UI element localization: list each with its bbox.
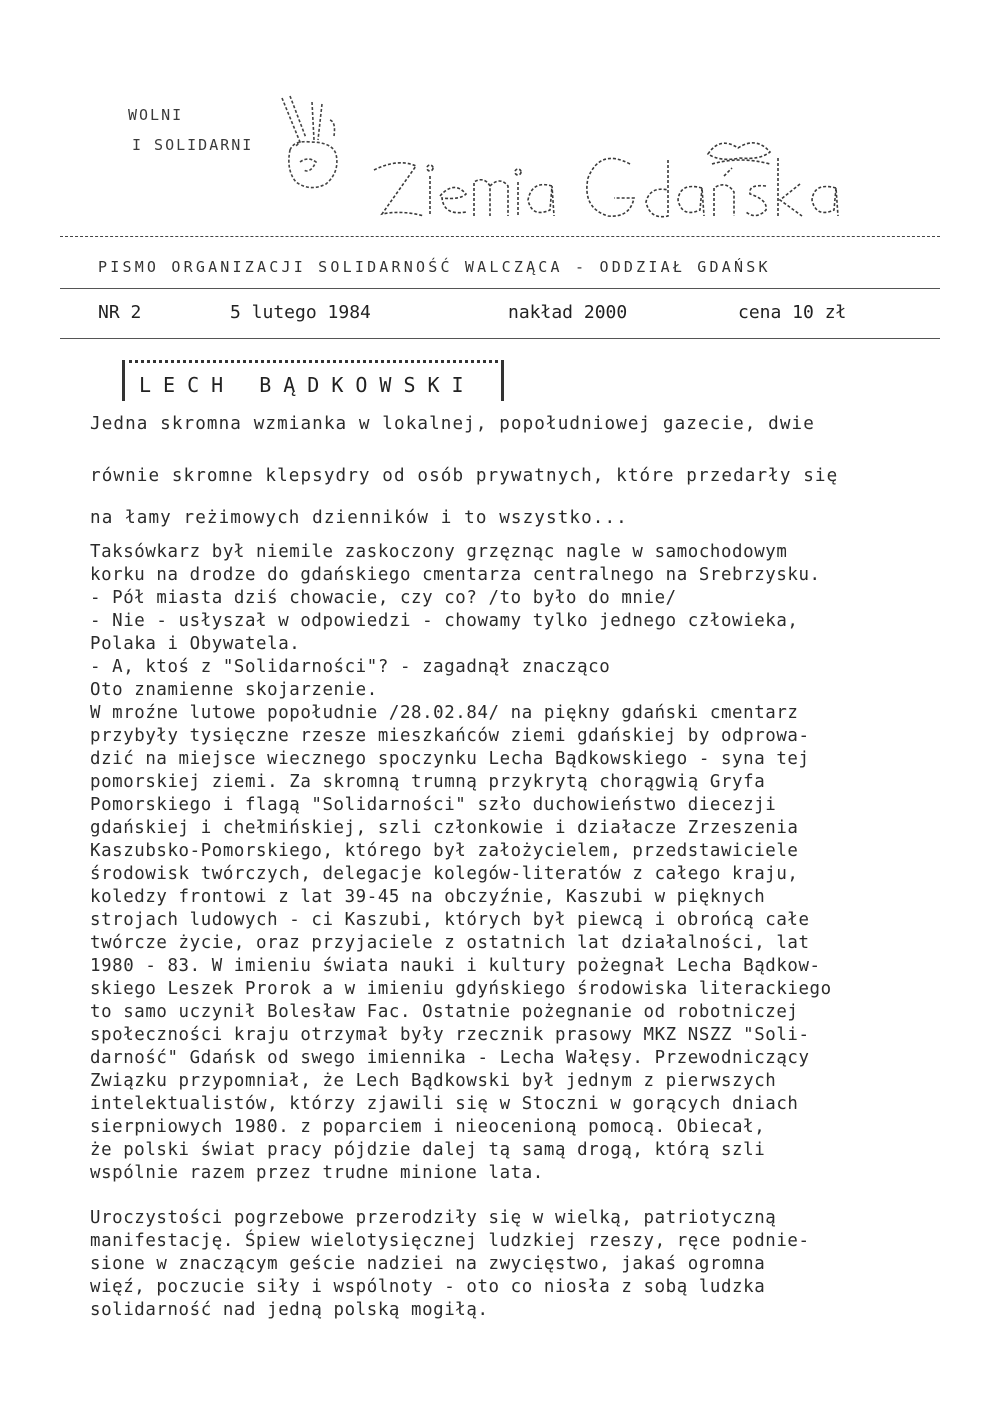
body-line: sierpniowych 1980. z poparciem i nieocenioną pomocą. Obiecał, [90,1117,766,1137]
intro-line: na łamy reżimowych dzienników i to wszystko... [90,508,628,528]
body-line: - Pół miasta dziś chowacie, czy co? /to było do mnie/ [90,588,677,608]
closing-line: solidarność nad jedną polską mogiłą. [90,1300,489,1320]
closing-line: Uroczystości pogrzebowe przerodziły się w wielką, patriotyczną [90,1208,777,1228]
masthead-divider [60,236,940,237]
body-line: że polski świat pracy pójdzie dalej tą samą drogą, którą szli [90,1140,766,1160]
issue-price: cena 10 zł [738,302,847,323]
body-line: wspólnie razem przez trudne minione lata. [90,1163,544,1183]
victory-hand-icon [270,92,370,202]
body-line: Związku przypomniał, że Lech Bądkowski był jednym z pierwszych [90,1071,777,1091]
body-line: koledzy frontowi z lat 39-45 na obczyźnie, Kaszubi w pięknych [90,887,766,907]
slogan-line-1: WOLNI [128,106,184,124]
body-line: gdańskiej i chełmińskiej, szli członkowie i działacze Zrzeszenia [90,818,799,838]
article-heading-box [122,360,504,401]
body-line: Taksówkarz był niemile zaskoczony grzęznąc nagle w samochodowym [90,542,788,562]
subtitle-divider [60,288,940,289]
body-line: Polaka i Obywatela. [90,634,301,654]
slogan [128,100,253,160]
closing-line: więź, poczucie siły i wspólnoty - oto co niosła z sobą ludzka [90,1277,766,1297]
info-divider [60,338,940,339]
masthead-title-lettering [368,130,848,230]
body-line: pomorskiej ziemi. Za skromną trumną przykrytą chorągwią Gryfa [90,772,766,792]
body-line: twórcze życie, oraz przyjaciele z ostatnich lat działalności, lat [90,933,810,953]
body-line: to samo uczynił Bolesław Fac. Ostatnie pożegnanie od robotniczej [90,1002,799,1022]
closing-line: manifestację. Śpiew wielotysięcznej ludzkiej rzeszy, ręce podnie- [90,1231,810,1251]
body-line: intelektualistów, którzy zjawili się w Stoczni w gorących dniach [90,1094,799,1114]
body-line: Pomorskiego i flagą "Solidarności" szło duchowieństwo diecezji [90,795,777,815]
body-line: skiego Leszek Prorok a w imieniu gdyńskiego środowiska literackiego [90,979,832,999]
body-line: - A, ktoś z "Solidarności"? - zagadnął znacząco [90,657,611,677]
intro-line: równie skromne klepsydry od osób prywatnych, które przedarły się [90,466,839,486]
body-line: strojach ludowych - ci Kaszubi, których był piewcą i obrońcą całe [90,910,810,930]
slogan-line-2: I SOLIDARNI [132,136,254,154]
body-line: darność" Gdańsk od swego imiennika - Lecha Wałęsy. Przewodniczący [90,1048,810,1068]
closing-line: sione w znaczącym geście nadziei na zwycięstwo, jakaś ogromna [90,1254,766,1274]
article-heading: LECH BĄDKOWSKI [139,373,476,397]
body-line: środowisk twórczych, delegacje kolegów-literatów z całego kraju, [90,864,799,884]
masthead-subtitle: PISMO ORGANIZACJI SOLIDARNOŚĆ WALCZĄCA - ODDZIAŁ GDAŃSK [98,258,771,276]
body-line: 1980 - 83. W imieniu świata nauki i kultury pożegnał Lecha Bądkow- [90,956,821,976]
body-line: korku na drodze do gdańskiego cmentarza centralnego na Srebrzysku. [90,565,821,585]
body-line: Oto znamienne skojarzenie. [90,680,378,700]
issue-number: NR 2 [98,302,142,323]
issue-circulation: nakład 2000 [508,302,628,323]
body-line: społeczności kraju otrzymał były rzecznik prasowy MKZ NSZZ "Soli- [90,1025,810,1045]
body-line: - Nie - usłyszał w odpowiedzi - chowamy tylko jednego człowieka, [90,611,799,631]
body-line: Kaszubsko-Pomorskiego, którego był założycielem, przedstawiciele [90,841,799,861]
issue-date: 5 lutego 1984 [230,302,371,323]
body-line: dzić na miejsce wiecznego spoczynku Lecha Bądkowskiego - syna tej [90,749,810,769]
intro-line: Jedna skromna wzmianka w lokalnej, popołudniowej gazecie, dwie [90,414,815,434]
body-line: przybyły tysięczne rzesze mieszkańców ziemi gdańskiej by odprowa- [90,726,810,746]
body-line: W mroźne lutowe popołudnie /28.02.84/ na piękny gdański cmentarz [90,703,799,723]
